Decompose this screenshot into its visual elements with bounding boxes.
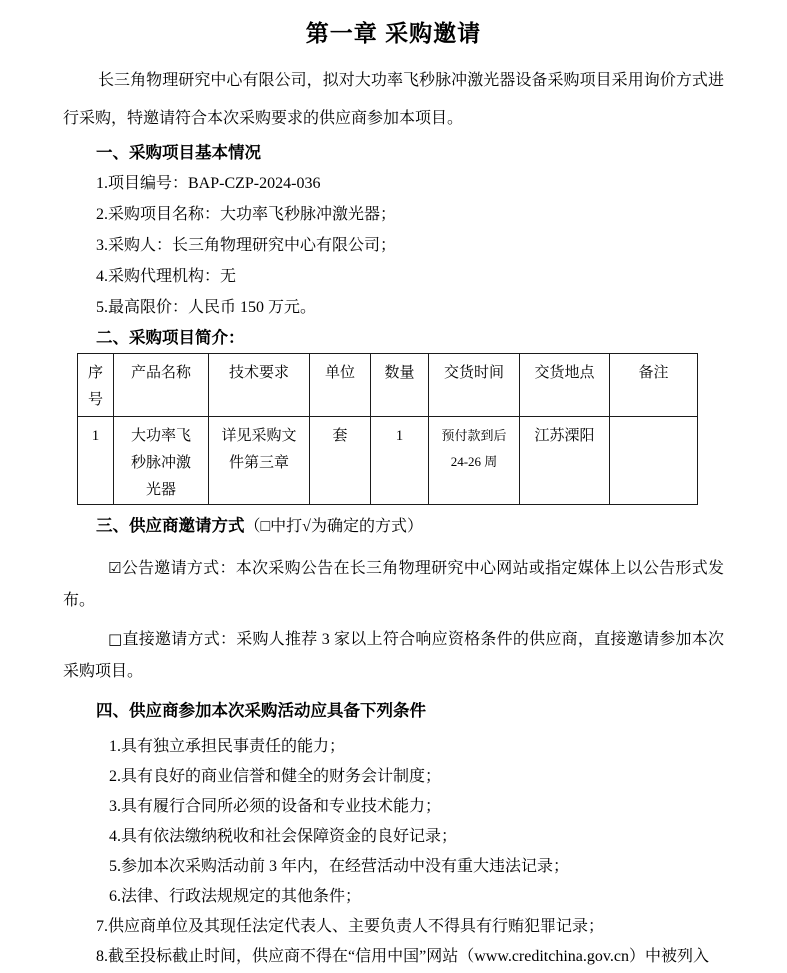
table-cell-product-name: 大功率飞秒脉冲激光器	[114, 417, 209, 505]
condition-item-8: 8.截至投标截止时间，供应商不得在“信用中国”网站（www.creditchina.gov.cn）中被列入	[96, 948, 709, 965]
section2-heading: 二、采购项目简介：	[96, 329, 245, 347]
table-header-quantity: 数量	[371, 354, 429, 417]
product-table	[77, 353, 698, 505]
table-header-index: 序号	[78, 354, 114, 417]
invitation-option-direct	[63, 623, 724, 688]
option-direct-text: 直接邀请方式：采购人推荐 3 家以上符合响应资格条件的供应商，直接邀请参加本次采购项目。	[63, 631, 724, 680]
section3-heading	[63, 511, 724, 542]
condition-item-6: 6.法律、行政法规规定的其他条件；	[109, 888, 362, 905]
table-cell-unit: 套	[310, 417, 371, 505]
unchecked-checkbox-icon: □	[108, 630, 123, 648]
condition-item-5: 5.参加本次采购活动前 3 年内，在经营活动中没有重大违法记录；	[109, 858, 570, 875]
list-item-purchaser: 3.采购人：长三角物理研究中心有限公司；	[96, 237, 397, 254]
table-header-tech-requirements: 技术要求	[209, 354, 310, 417]
intro-paragraph: 长三角物理研究中心有限公司，拟对大功率飞秒脉冲激光器设备采购项目采用询价方式进行采购，特邀请符合本次采购要求的供应商参加本项目。	[63, 72, 724, 127]
table-row	[78, 417, 698, 505]
table-header-remarks: 备注	[610, 354, 698, 417]
list-item-project-number: 1.项目编号：BAP-CZP-2024-036	[96, 175, 321, 192]
table-cell-index: 1	[78, 417, 114, 505]
checked-checkbox-icon: ☑	[108, 559, 122, 577]
table-header-product-name: 产品名称	[114, 354, 209, 417]
section4-heading: 四、供应商参加本次采购活动应具备下列条件	[96, 702, 426, 720]
table-header-unit: 单位	[310, 354, 371, 417]
table-cell-quantity: 1	[371, 417, 429, 505]
table-cell-tech-requirements: 详见采购文件第三章	[209, 417, 310, 505]
table-header-row	[78, 354, 698, 417]
list-item-project-name: 2.采购项目名称：大功率飞秒脉冲激光器；	[96, 206, 397, 223]
table-cell-delivery-time: 预付款到后 24-26 周	[429, 417, 520, 505]
condition-item-4: 4.具有依法缴纳税收和社会保障资金的良好记录；	[109, 828, 458, 845]
option-announcement-text: 公告邀请方式：本次采购公告在长三角物理研究中心网站或指定媒体上以公告形式发布。	[63, 560, 724, 609]
table-cell-remarks	[610, 417, 698, 505]
condition-item-2: 2.具有良好的商业信誉和健全的财务会计制度；	[109, 768, 442, 785]
condition-item-7: 7.供应商单位及其现任法定代表人、主要负责人不得具有行贿犯罪记录；	[96, 918, 605, 935]
table-header-delivery-time: 交货时间	[429, 354, 520, 417]
page-title: 第一章 采购邀请	[305, 20, 482, 46]
list-item-agency: 4.采购代理机构：无	[96, 268, 237, 285]
invitation-option-announcement	[63, 552, 724, 617]
list-item-price-limit: 5.最高限价：人民币 150 万元。	[96, 299, 317, 316]
section1-heading: 一、采购项目基本情况	[96, 144, 261, 162]
table-cell-delivery-place: 江苏溧阳	[520, 417, 610, 505]
section3-heading-text: 三、供应商邀请方式	[96, 517, 245, 535]
table-header-delivery-place: 交货地点	[520, 354, 610, 417]
section3-heading-note: （□中打√为确定的方式）	[244, 518, 423, 535]
condition-item-3: 3.具有履行合同所必须的设备和专业技术能力；	[109, 798, 442, 815]
condition-item-1: 1.具有独立承担民事责任的能力；	[109, 738, 346, 755]
